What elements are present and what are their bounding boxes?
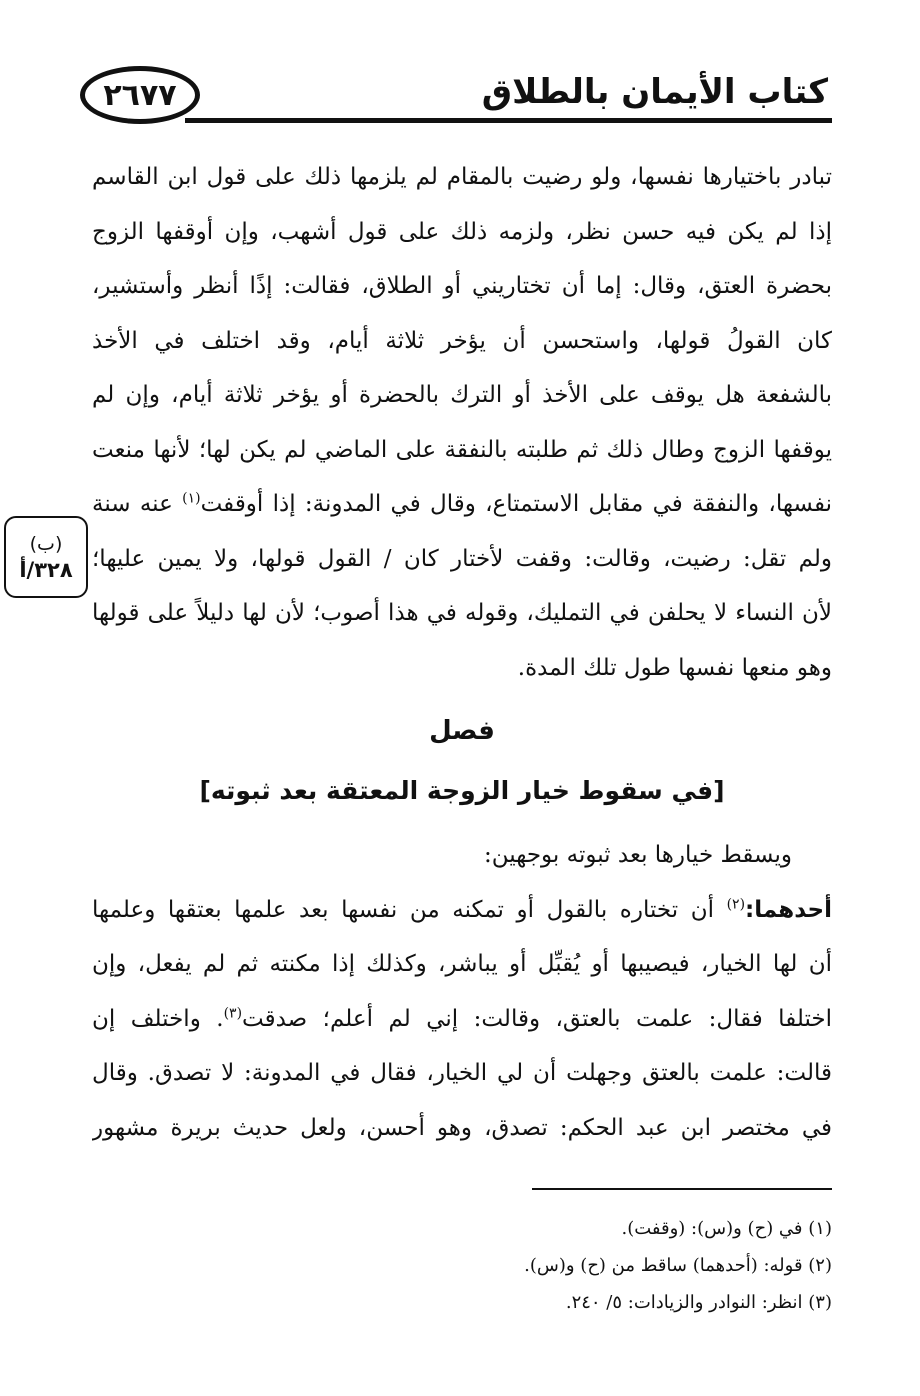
body-line: إذا لم يكن فيه حسن نظر، ولزمه ذلك على قول أشهب، وإن أوقفها الزوج (92, 218, 832, 245)
footnote-item: (٢) قوله: (أحدهما) ساقط من (ح) و(س). (524, 1255, 832, 1276)
footnote-ref: (١) (182, 490, 201, 507)
body-line: وهو منعها نفسها طول تلك المدة. (517, 654, 832, 681)
section-body-line: قالت: علمت بالعتق وجهلت أن لي الخيار، فقال في المدونة: لا تصدق. وقال (92, 1060, 832, 1086)
footnote-ref: (٢) (726, 895, 746, 912)
footnotes (92, 1210, 832, 1321)
body-line: كان القولُ قولها، واستحسن أن يؤخر ثلاثة أيام، وقد اختلف في الأخذ (92, 327, 832, 354)
body-line-text: اختلفا فقال: علمت بالعتق، وقالت: إني لم أعلم؛ صدقت (242, 1005, 832, 1032)
footnote-item: (٣) انظر: النوادر والزيادات: ٥/ ٢٤٠. (565, 1292, 832, 1313)
section-heading: فصل (429, 716, 495, 746)
body-line-suffix: عنه سنة (92, 491, 183, 517)
body-line: تبادر باختيارها نفسها، ولو رضيت بالمقام لم يلزمها ذلك على قول ابن القاسم (92, 164, 832, 190)
footnote-item: (١) في (ح) و(س): (وقفت). (621, 1218, 832, 1239)
footnote-ref: (٣) (223, 1004, 243, 1021)
body-line-text: . واختلف إن (92, 1005, 224, 1032)
lead-word: أحدهما: (745, 896, 832, 923)
section-body-line: أن لها الخيار، فيصيبها أو يُقبِّل أو يباشر، وكذلك إذا مكنته ثم لم يفعل، وإن (92, 951, 832, 977)
margin-note-line2: ٣٢٨/أ (19, 558, 73, 582)
body-line-text: نفسها، والنفقة في مقابل الاستمتاع، وقال في المدونة: إذا أوقفت (200, 491, 832, 517)
main-body-text (92, 150, 832, 695)
running-header-title: كتاب الأيمان بالطلاق (481, 72, 828, 112)
page-number-oval (80, 66, 200, 124)
body-line: يوقفها الزوج وطال ذلك ثم طلبته بالنفقة على الماضي لم يكن لها؛ لأنها منعت (92, 436, 832, 463)
body-line: بالشفعة هل يوقف على الأخذ أو الترك بالحضرة أو يؤخر ثلاثة أيام، وإن لم (92, 382, 832, 408)
body-line: لأن النساء لا يحلفن في التمليك، وقوله في هذا أصوب؛ لأن لها دليلاً على قولها (92, 600, 832, 626)
section-intro-line: ويسقط خيارها بعد ثبوته بوجهين: (484, 842, 792, 868)
body-line: ولم تقل: رضيت، وقالت: وقفت لأختار كان / القول قولها، ولا يمين عليها؛ (92, 545, 832, 572)
body-line-text: أن تختاره بالقول أو تمكنه من نفسها بعد علمها بعتقها وعلمها (92, 896, 727, 923)
section-body-text (92, 828, 832, 1155)
header-rule (185, 118, 832, 123)
page-number: ٢٦٧٧ (103, 77, 177, 113)
section-body-line: في مختصر ابن عبد الحكم: تصدق، وهو أحسن، ولعل حديث بريرة مشهور (92, 1114, 832, 1141)
body-line: بحضرة العتق، وقال: إما أن تختاريني أو الطلاق، فقالت: إذًا أنظر وأستشير، (92, 273, 832, 299)
margin-note-line1: (ب) (29, 533, 63, 555)
section-body-line (92, 992, 832, 1047)
body-line-with-footnote (92, 477, 832, 532)
section-body-line (92, 883, 832, 938)
section-subheading: [في سقوط خيار الزوجة المعتقة بعد ثبوته] (199, 776, 725, 805)
footnote-separator (532, 1188, 832, 1190)
margin-manuscript-note (4, 516, 88, 598)
